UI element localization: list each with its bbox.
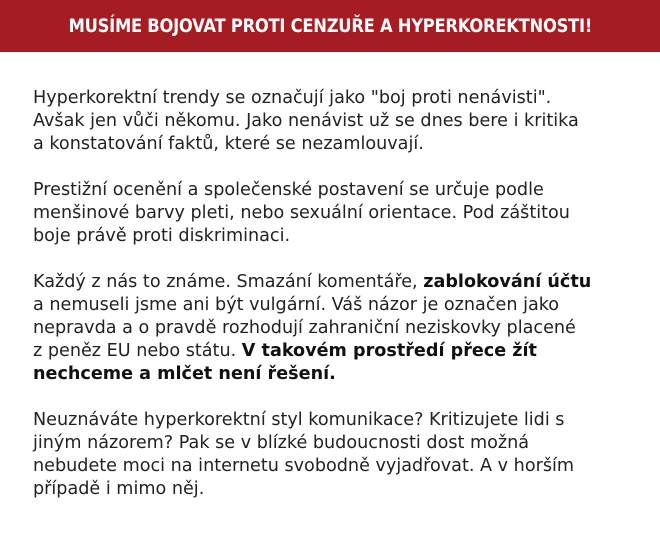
- environment-emphasis-start: V takovém prostředí přece žít: [241, 341, 537, 361]
- paragraph-1-line-1: Hyperkorektní trendy se označují jako "boj proti nenávisti".: [33, 88, 552, 108]
- paragraph-1: [33, 87, 643, 156]
- paragraph-2-line-1: Prestižní ocenění a společenské postavení se určuje podle: [33, 180, 544, 200]
- paragraph-3-line-3: nepravda a o pravdě rozhodují zahraniční neziskovky placené: [33, 318, 576, 338]
- paragraph-3: [33, 271, 643, 386]
- paragraph-3-line-1: [33, 271, 643, 294]
- paragraph-1-line-2: Avšak jen vůči někomu. Jako nenávist už se dnes bere i kritika: [33, 111, 579, 131]
- paragraph-2-line-3: boje právě proti diskriminaci.: [33, 226, 291, 246]
- blocked-account-emphasis: zablokování účtu: [423, 272, 592, 292]
- paragraph-4-line-1: Neuznáváte hyperkorektní styl komunikace? Kritizujete lidi s: [33, 410, 565, 430]
- paragraph-3-line-1-text: Každý z nás to známe. Smazání komentáře,: [33, 272, 424, 292]
- paragraph-4-line-2: jiným názorem? Pak se v blízké budoucnosti dost možná: [33, 433, 530, 453]
- paragraph-1-line-3: a konstatování faktů, které se nezamlouvají.: [33, 134, 424, 154]
- paragraph-3-line-4: [33, 340, 643, 363]
- paragraph-4-line-4: případě i mimo něj.: [33, 479, 205, 499]
- paragraph-4: [33, 409, 643, 501]
- article-body: [33, 87, 643, 524]
- paragraph-3-line-5: [33, 363, 643, 386]
- paragraph-3-line-2: a nemuseli jsme ani být vulgární. Váš názor je označen jako: [33, 295, 560, 315]
- environment-emphasis-end: nechceme a mlčet není řešení.: [33, 364, 336, 384]
- banner-title: MUSÍME BOJOVAT PROTI CENZUŘE A HYPERKOREKTNOSTI!: [68, 15, 592, 37]
- paragraph-4-line-3: nebudete moci na internetu svobodně vyjadřovat. A v horším: [33, 456, 575, 476]
- header-banner: [0, 0, 660, 52]
- paragraph-2-line-2: menšinové barvy pleti, nebo sexuální orientace. Pod záštitou: [33, 203, 570, 223]
- paragraph-2: [33, 179, 643, 248]
- paragraph-3-line-4-text: z peněz EU nebo státu.: [33, 341, 242, 361]
